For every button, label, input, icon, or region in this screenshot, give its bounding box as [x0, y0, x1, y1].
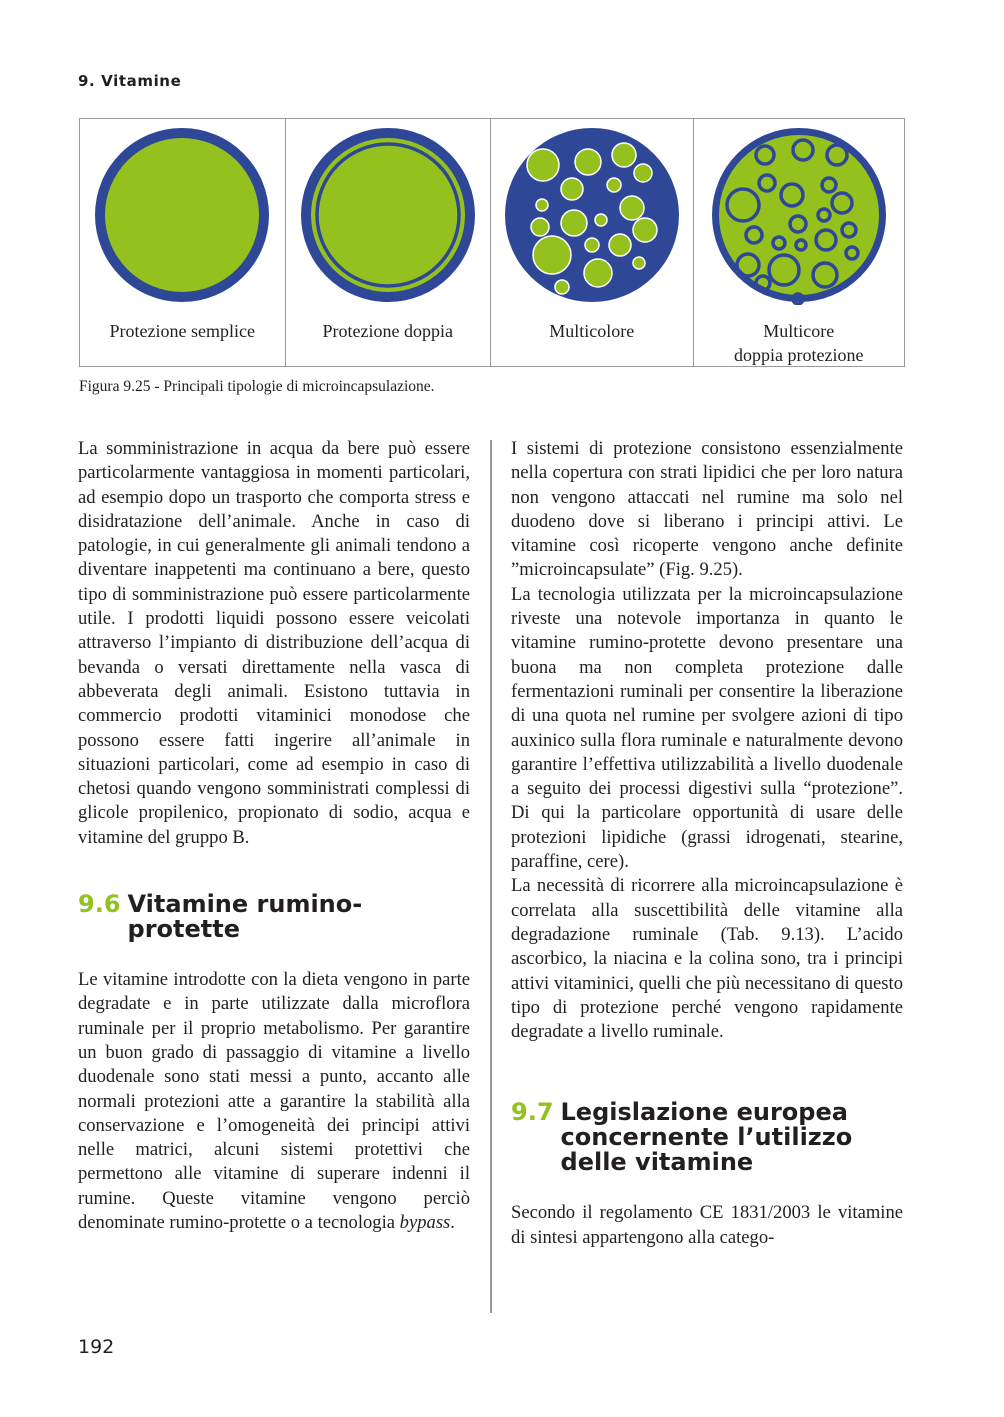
section-title: Vitamine rumino-protette — [127, 890, 363, 944]
figure-panel-simple — [80, 119, 286, 366]
italic-term: bypass — [399, 1212, 451, 1234]
core-droplet — [533, 236, 571, 274]
paragraph: La tecnologia utilizzata per la microincapsulazione riveste una notevole importanza in quanto le vitamine rumino-protette devono presentare una buona ma non completa protezione dalle fermentazioni ruminali per consentire la liberazione di una quota nel rumine per svolgere azioni di tipo auxinico sulla flora ruminale e naturalmente devono garantire l’effettiva utilizzabilità a livello duodenale a seguito dei processi digestivi sulla “protezione”. Di qui la particolare opportunità di usare delle protezioni lipidiche (grassi idrogenati, stearine, paraffine, cere). — [511, 583, 903, 873]
microcapsule-multicolore-icon — [502, 125, 682, 305]
core-droplet — [633, 257, 645, 269]
paragraph: La necessità di ricorrere alla microincapsulazione è correlata alla suscettibilità delle vitamine alla degradazione ruminale (Tab. 9.13). L’acido ascorbico, la niacina e la colina sono, tra i principi attivi vitaminici, quelli che più necessitano di questo tipo di protezione perché vengono rapidamente degradate a livello ruminale. — [511, 875, 903, 1043]
figure-label: Protezione semplice — [109, 321, 255, 341]
right-column — [511, 437, 903, 1250]
core-droplet — [555, 280, 569, 294]
section-heading-9-6 — [78, 892, 470, 942]
section-title: Legislazione europea concernente l’utilizzo delle vitamine — [560, 1098, 853, 1177]
running-head: 9. Vitamine — [78, 72, 182, 90]
paragraph-end: . — [450, 1212, 455, 1234]
column-divider — [490, 440, 492, 1313]
paragraph: Secondo il regolamento CE 1831/2003 le vitamine di sintesi appartengono alla catego- — [511, 1202, 903, 1248]
figure-panel-multicore-double — [694, 119, 904, 366]
paragraph — [78, 968, 470, 1235]
core-droplet — [595, 214, 607, 226]
core-droplet — [561, 210, 587, 236]
section-number: 9.7 — [511, 1098, 554, 1127]
core-droplet — [609, 234, 631, 256]
core-droplet — [561, 178, 583, 200]
core-droplet — [531, 218, 549, 236]
figure-caption: Figura 9.25 - Principali tipologie di microincapsulazione. — [79, 378, 435, 395]
figure-table — [79, 118, 905, 367]
core-droplet — [634, 164, 652, 182]
paragraph: I sistemi di protezione consistono essenzialmente nella copertura con strati lipidici che per loro natura non vengono attaccati nel rumine ma solo nel duodeno dove si liberano i principi attivi. Le vitamine così ricoperte vengono anche definite ”microincapsulate” (Fig. 9.25). — [511, 438, 903, 581]
microcapsule-double-icon — [298, 125, 478, 305]
microcapsule-multicore-double-icon — [709, 125, 889, 305]
paragraph-text: Le vitamine introdotte con la dieta vengono in parte degradate e in parte utilizzate dalla microflora ruminale per il proprio metabolismo. Per garantire un buon grado di passaggio di vitamine a livello duodenale sono stati messi a punto, accanto alle normali protezioni atte a garantire la stabilità alla conservazione e l’omogeneità dei principi attivi nelle matrici, alcuni sistemi protettivi che permettono alle vitamine di superare indenni il rumine. Queste vitamine vengono perciò denominate rumino-protette o a tecnologia — [78, 969, 470, 1234]
core-droplet — [527, 149, 559, 181]
core-droplet — [620, 196, 644, 220]
microcapsule-simple-icon — [92, 125, 272, 305]
figure-panel-double — [286, 119, 492, 366]
figure-label: Multicore doppia protezione — [734, 321, 864, 365]
core-droplet — [536, 199, 548, 211]
figure-label: Protezione doppia — [322, 321, 453, 341]
core-droplet — [585, 238, 599, 252]
left-column — [78, 437, 470, 1235]
page-number: 192 — [78, 1336, 115, 1358]
core-droplet — [633, 218, 657, 242]
core-droplet — [584, 259, 612, 287]
section-heading-9-7 — [511, 1100, 903, 1175]
paragraph: La somministrazione in acqua da bere può essere particolarmente vantaggiosa in momenti particolari, ad esempio dopo un trasporto che comporta stress e disidratazione dell’animale. Anche in caso di patologie, in cui generalmente gli animali tendono a diventare inappetenti ma continuano a bere, questo tipo di somministrazione può essere particolarmente utile. I prodotti liquidi possono essere veicolati attraverso l’impianto di distribuzione dell’acqua di bevanda o versati direttamente nella vasca di abbeverata degli animali. Esistono tuttavia in commercio prodotti vitaminici monodose che possono essere fatti ingerire all’animale in situazioni particolari, come ad esempio in caso di chetosi quando vengono somministrati complessi di glicole propilenico, propionato di sodio, acqua e vitamine del gruppo B. — [78, 438, 470, 848]
section-number: 9.6 — [78, 890, 121, 919]
core-droplet — [607, 178, 621, 192]
figure-panel-multicolore — [491, 119, 694, 366]
figure-label: Multicolore — [549, 321, 635, 341]
core-droplet — [575, 149, 601, 175]
core-droplet — [612, 143, 636, 167]
